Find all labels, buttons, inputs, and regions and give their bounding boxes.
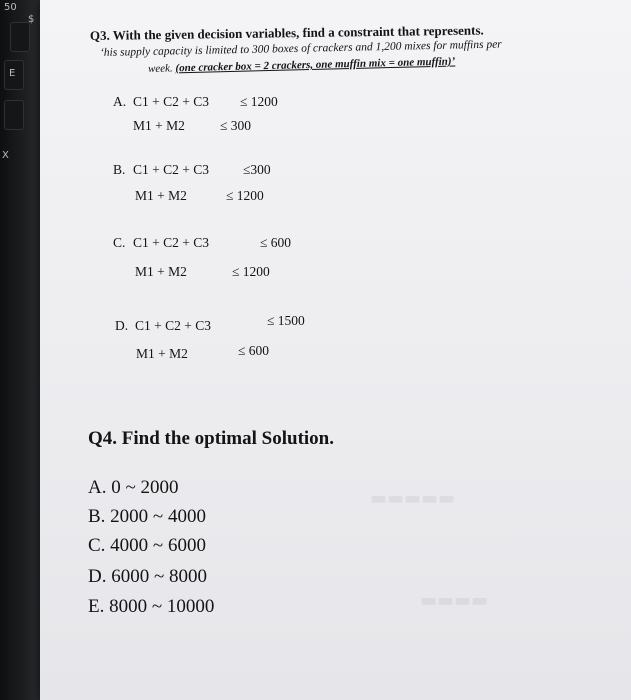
q3-note-prefix: week. [147, 62, 176, 75]
q3-option-bound: ≤ 1200 [226, 188, 264, 203]
q3-statement: ‘his supply capacity is limited to 300 boxes of crackers and 1,200 mixes for muffins per [99, 38, 502, 59]
q3-option-expr: M1 + M2 [133, 118, 185, 133]
keyboard-key [10, 22, 30, 52]
q4-option: D. 6000 ~ 8000 [88, 566, 208, 587]
q3-option-bound: ≤ 600 [260, 235, 292, 250]
q3-option-label: D. [115, 318, 129, 333]
q3-option-bound: ≤ 1200 [240, 94, 278, 109]
q3-option-bound: ≤ 300 [220, 118, 252, 133]
q4-option: B. 2000 ~ 4000 [88, 506, 206, 527]
bleed-through-text: ▬▬▬▬▬ [370, 488, 456, 509]
q3-option-expr: C1 + C2 + C3 [133, 94, 209, 109]
q3-option-expr: M1 + M2 [136, 346, 188, 361]
q3-option-expr: C1 + C2 + C3 [133, 235, 209, 250]
q4-option: E. 8000 ~ 10000 [88, 596, 215, 617]
q3-option-label: A. [113, 94, 127, 109]
q4-title: Q4. Find the optimal Solution. [88, 428, 334, 449]
q3-note-definition: (one cracker box = 2 crackers, one muffin mix = one muffin)’ [175, 55, 456, 75]
q3-option-expr: M1 + M2 [135, 188, 187, 203]
q3-option-bound: ≤ 1500 [267, 313, 305, 328]
q3-option-bound: ≤ 600 [238, 343, 270, 358]
question-sheet [40, 0, 631, 700]
q4-option: C. 4000 ~ 6000 [88, 535, 206, 556]
keyboard-key-label: $ [28, 14, 35, 25]
keyboard-key-label: E [9, 68, 16, 79]
q3-option-label: C. [113, 235, 126, 250]
keyboard-key-label: X [2, 150, 9, 161]
q3-option-bound: ≤300 [243, 162, 271, 177]
q4-option: A. 0 ~ 2000 [88, 477, 179, 498]
q3-option-bound: ≤ 1200 [232, 264, 270, 279]
keyboard-key [4, 100, 24, 130]
q3-statement-note [148, 55, 455, 75]
q3-title: Q3. With the given decision variables, find a constraint that represents. [89, 22, 484, 43]
q3-option-expr: M1 + M2 [135, 264, 187, 279]
q3-option-expr: C1 + C2 + C3 [135, 318, 211, 333]
q3-option-label: B. [113, 162, 126, 177]
keyboard-key-label: 50 [4, 2, 17, 13]
laptop-keyboard-edge [0, 0, 40, 700]
q3-option-expr: C1 + C2 + C3 [133, 162, 209, 177]
bleed-through-text: ▬▬▬▬ [420, 590, 489, 611]
